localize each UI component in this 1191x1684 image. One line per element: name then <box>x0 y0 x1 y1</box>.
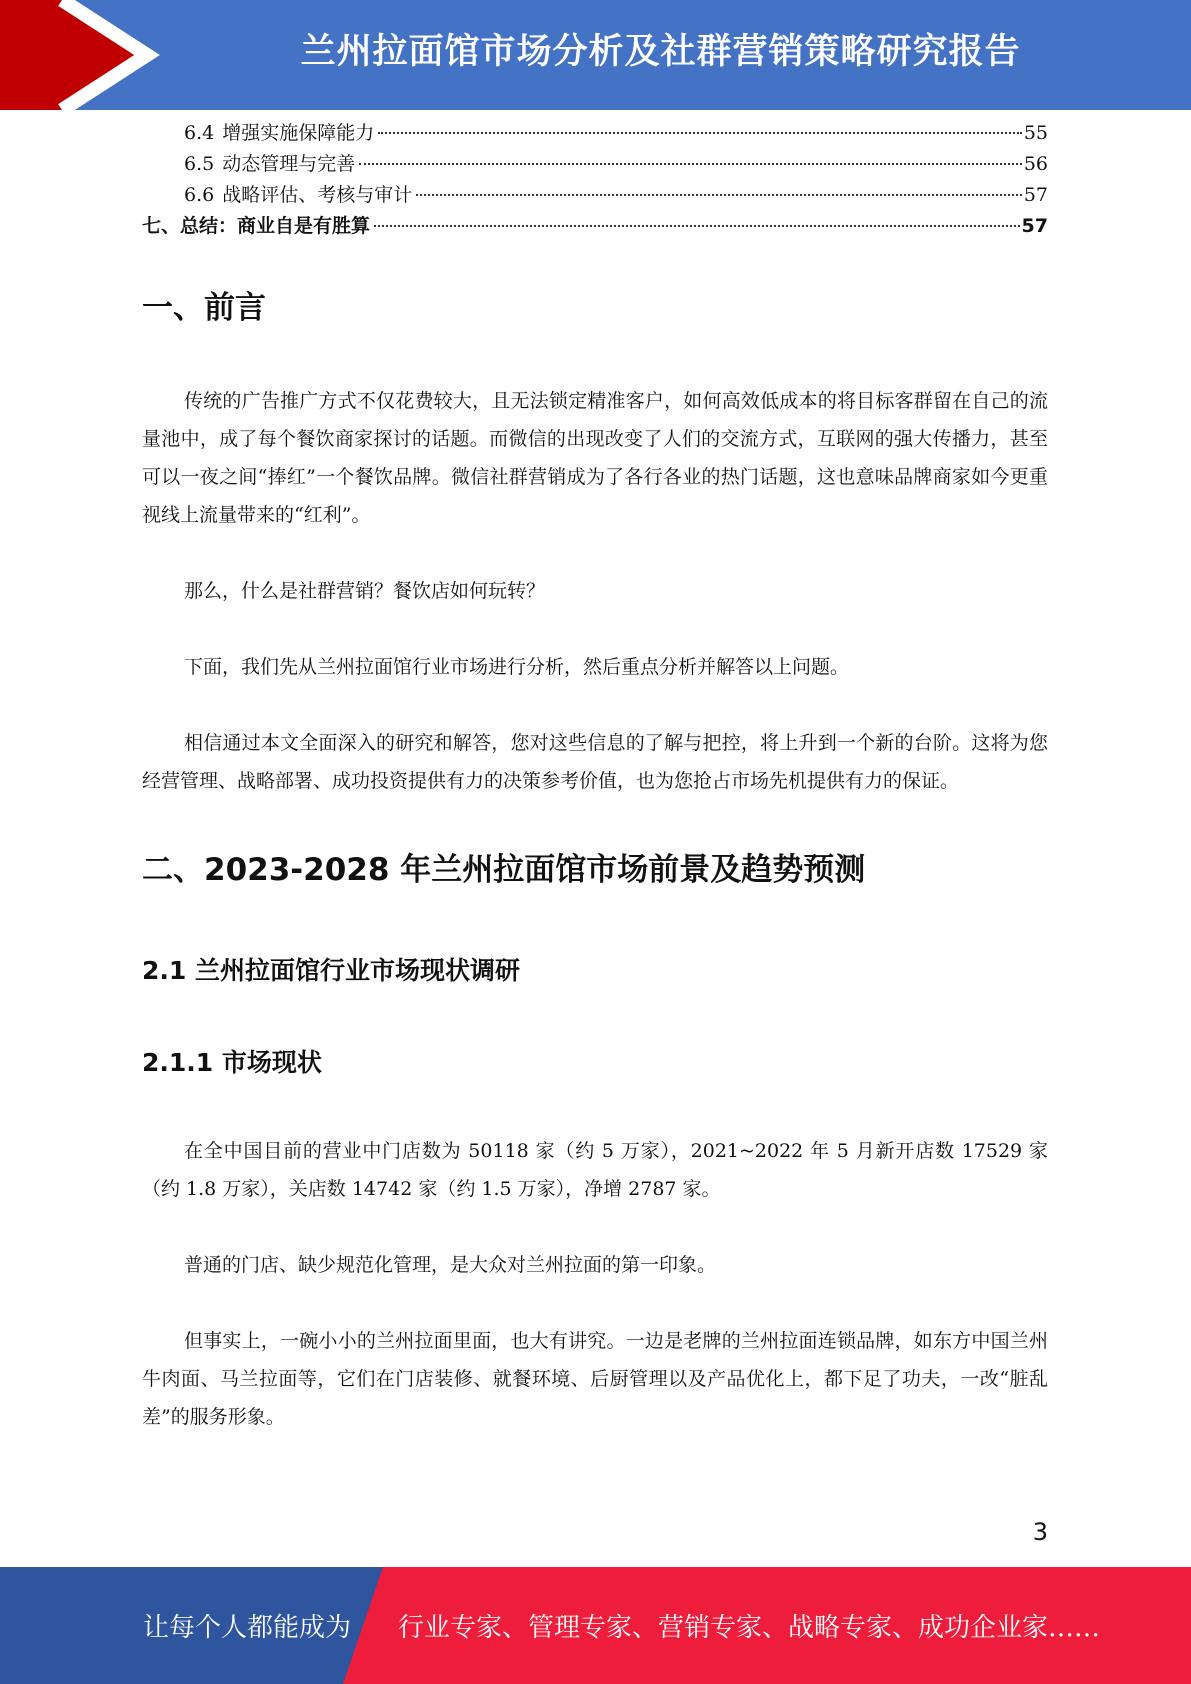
page-footer <box>0 1567 1191 1684</box>
page-header <box>0 0 1191 110</box>
toc-leader-dots <box>416 194 1022 196</box>
footer-slogan-right: 行业专家、管理专家、营销专家、战略专家、成功企业家…… <box>398 1613 1101 1643</box>
toc-label: 动态管理与完善 <box>222 153 356 175</box>
toc-entry[interactable] <box>142 211 1048 242</box>
table-of-contents <box>142 118 1048 242</box>
page-number: 3 <box>1032 1518 1048 1546</box>
toc-leader-dots <box>378 132 1022 134</box>
subsection-heading: 2.1.1 市场现状 <box>142 1048 322 1077</box>
section-heading: 一、前言 <box>142 290 266 326</box>
toc-page: 56 <box>1023 153 1048 175</box>
toc-leader-dots <box>359 163 1022 165</box>
toc-number: 6.5 <box>184 153 215 175</box>
toc-number: 6.4 <box>184 122 215 144</box>
toc-label: 战略评估、考核与审计 <box>222 184 413 206</box>
paragraph: 普通的门店、缺少规范化管理，是大众对兰州拉面的第一印象。 <box>184 1254 717 1276</box>
paragraph: 在全中国目前的营业中门店数为 50118 家（约 5 万家），2021~2022 年 5 月新开店数 17529 家（约 1.8 万家），关店数 14742 家（约 1.5 万家），净增 2787 家。 <box>142 1140 1048 1200</box>
toc-entry[interactable] <box>142 180 1048 211</box>
toc-page: 57 <box>1023 184 1048 206</box>
footer-slogan-left: 让每个人都能成为 <box>143 1613 352 1643</box>
toc-entry[interactable] <box>142 118 1048 149</box>
paragraph: 传统的广告推广方式不仅花费较大，且无法锁定精准客户，如何高效低成本的将目标客群留在自己的流量池中，成了每个餐饮商家探讨的话题。而微信的出现改变了人们的交流方式，互联网的强大传播力，甚至可以一夜之间“捧红”一个餐饮品牌。微信社群营销成为了各行各业的热门话题，这也意味品牌商家如今更重视线上流量带来的“红利”。 <box>142 390 1048 526</box>
toc-page: 57 <box>1021 215 1048 237</box>
toc-leader-dots <box>374 225 1020 227</box>
paragraph: 下面，我们先从兰州拉面馆行业市场进行分析，然后重点分析并解答以上问题。 <box>184 656 850 678</box>
subsection-heading: 2.1 兰州拉面馆行业市场现状调研 <box>142 956 520 985</box>
toc-page: 55 <box>1023 122 1048 144</box>
paragraph: 相信通过本文全面深入的研究和解答，您对这些信息的了解与把控，将上升到一个新的台阶。这将为您经营管理、战略部署、成功投资提供有力的决策参考价值，也为您抢占市场先机提供有力的保证。 <box>142 732 1048 792</box>
toc-number: 6.6 <box>184 184 215 206</box>
paragraph: 但事实上，一碗小小的兰州拉面里面，也大有讲究。一边是老牌的兰州拉面连锁品牌，如东方中国兰州牛肉面、马兰拉面等，它们在门店装修、就餐环境、后厨管理以及产品优化上，都下足了功夫，一改“脏乱差”的服务形象。 <box>142 1330 1048 1428</box>
toc-label: 增强实施保障能力 <box>222 122 375 144</box>
toc-entry[interactable] <box>142 149 1048 180</box>
section-heading: 二、2023-2028 年兰州拉面馆市场前景及趋势预测 <box>142 852 866 888</box>
page-content <box>142 118 1048 1436</box>
toc-label: 七、总结：商业自是有胜算 <box>142 215 371 237</box>
report-title: 兰州拉面馆市场分析及社群营销策略研究报告 <box>300 32 1021 72</box>
paragraph: 那么，什么是社群营销？餐饮店如何玩转？ <box>184 580 546 602</box>
